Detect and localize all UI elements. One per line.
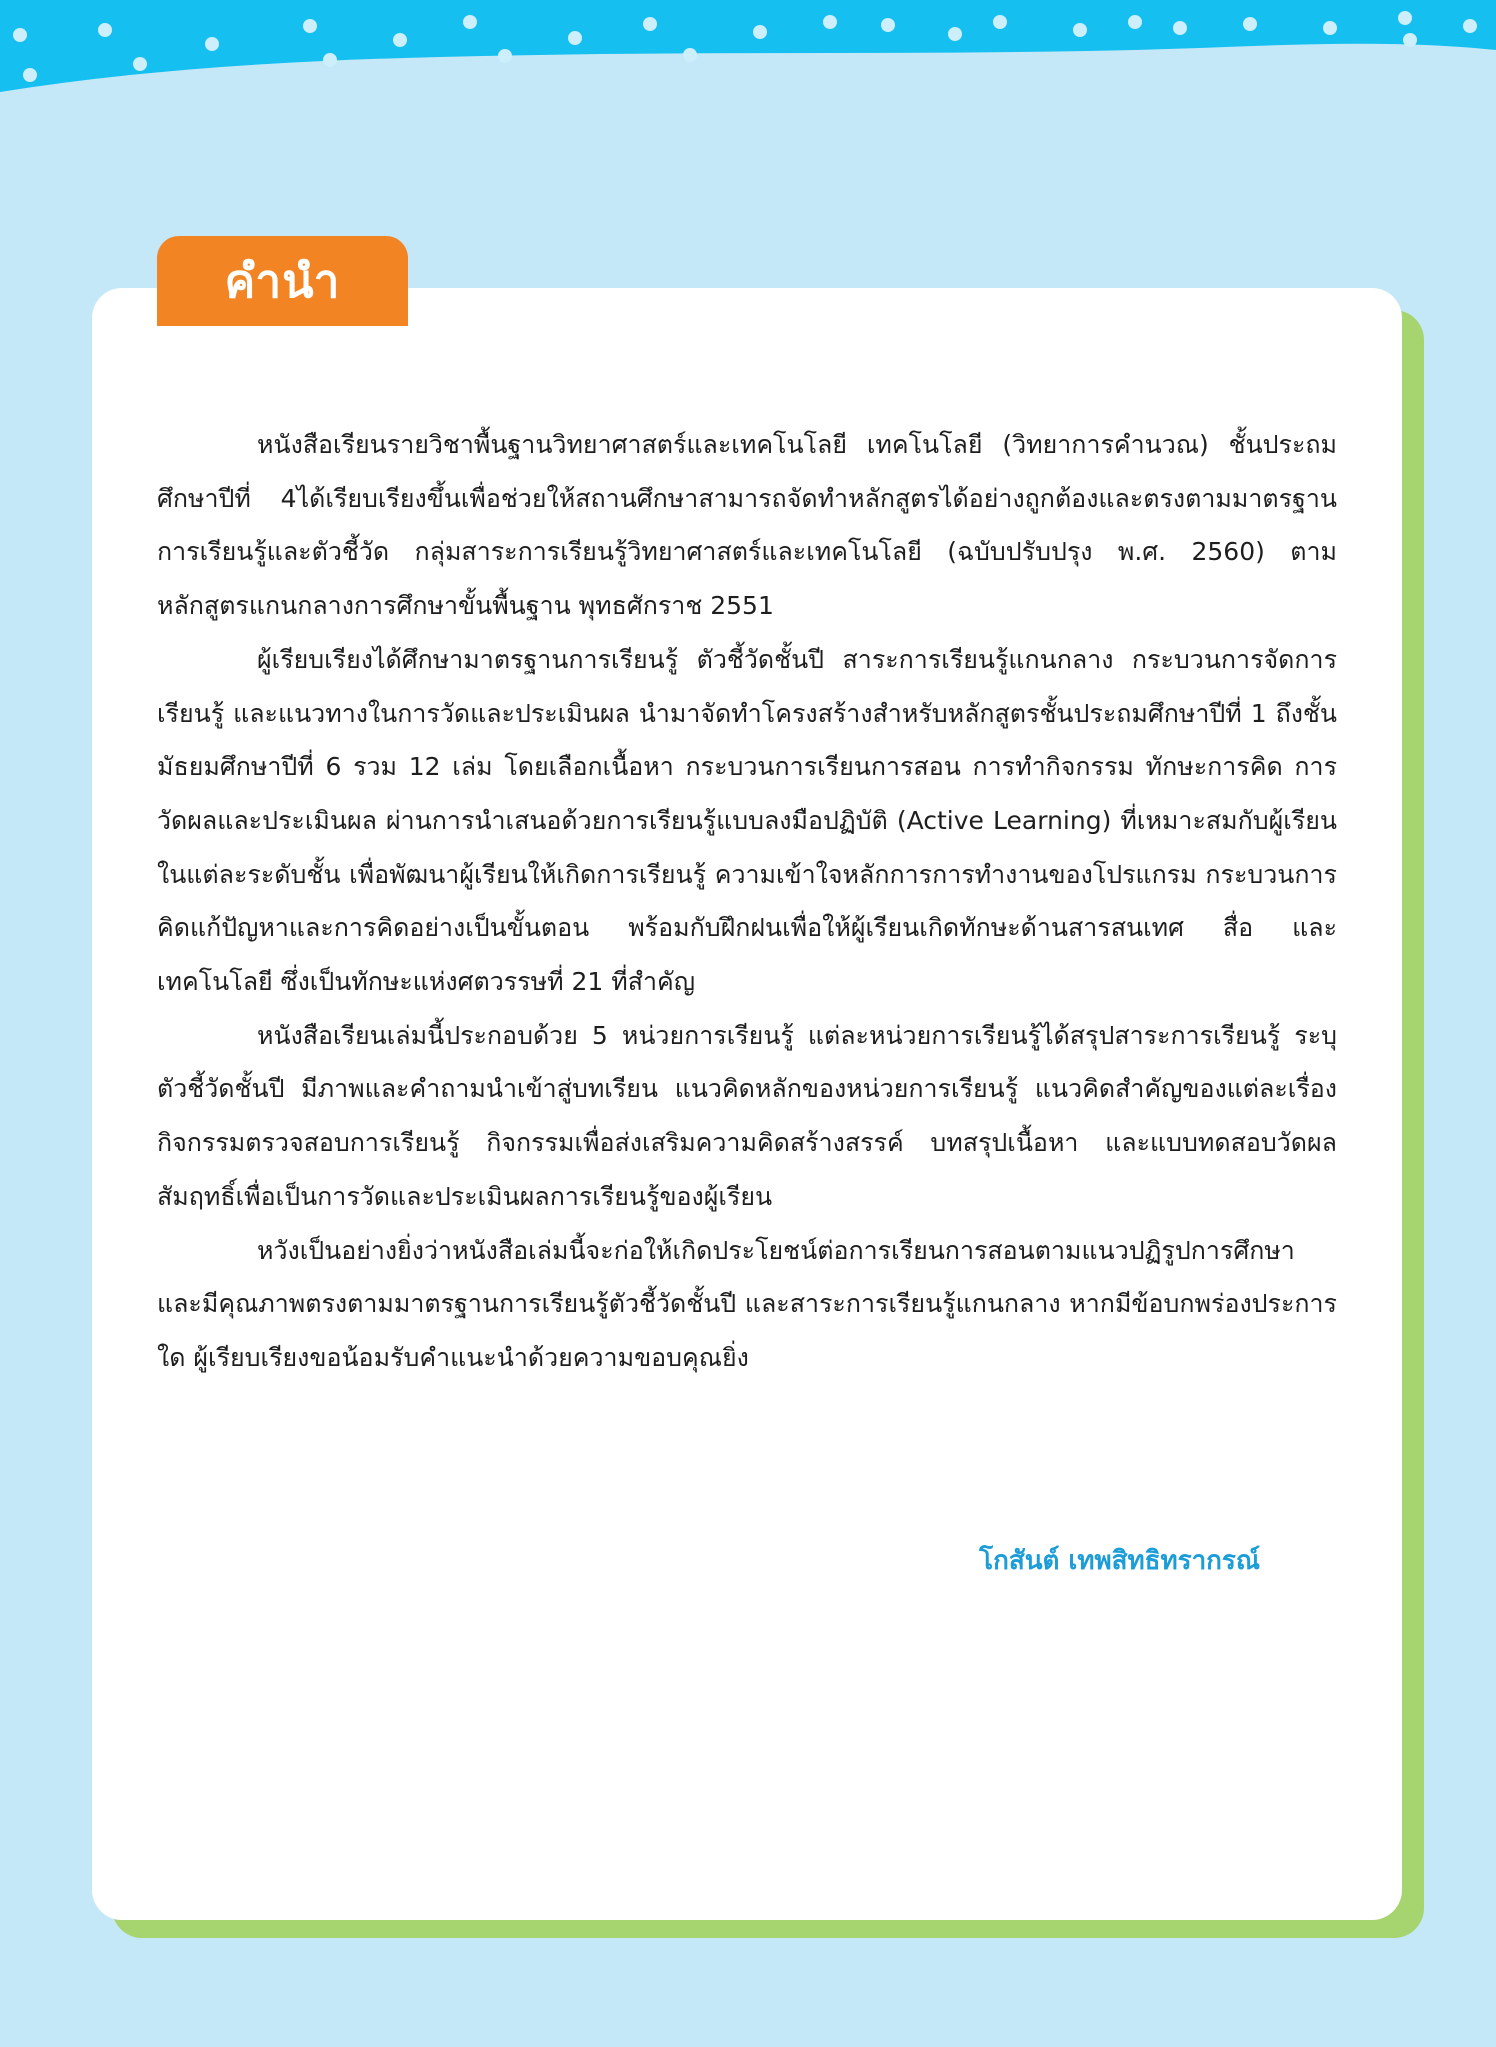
preface-paragraph-2: ผู้เรียบเรียงได้ศึกษามาตรฐานการเรียนรู้ ตัวชี้วัดชั้นปี สาระการเรียนรู้แกนกลาง กระบวนการจัดการเรียนรู้ และแนวทางในการวัดและประเมินผล นำมาจัดทำโครงสร้างสำหรับหลักสูตรชั้นประถมศึกษาปีที่ 1 ถึงชั้นมัธยมศึกษาปีที่ 6 รวม 12 เล่ม โดยเลือกเนื้อหา กระบวนการเรียนการสอน การทำกิจกรรม ทักษะการคิด การวัดผลและประเมินผล ผ่านการนำเสนอด้วยการเรียนรู้แบบลงมือปฏิบัติ (Active Learning) ที่เหมาะสมกับผู้เรียนในแต่ละระดับชั้น เพื่อพัฒนาผู้เรียนให้เกิดการเรียนรู้ ความเข้าใจหลักการการทำงานของโปรแกรม กระบวนการคิดแก้ปัญหาและการคิดอย่างเป็นขั้นตอน พร้อมกับฝึกฝนเพื่อให้ผู้เรียนเกิดทักษะด้านสารสนเทศ สื่อ และเทคโนโลยี ซึ่งเป็นทักษะแห่งศตวรรษที่ 21 ที่สำคัญ xyxy=(157,644,1337,997)
preface-paragraph-3: หนังสือเรียนเล่มนี้ประกอบด้วย 5 หน่วยการเรียนรู้ แต่ละหน่วยการเรียนรู้ได้สรุปสาระการเรียนรู้ ระบุตัวชี้วัดชั้นปี มีภาพและคำถามนำเข้าสู่บทเรียน แนวคิดหลักของหน่วยการเรียนรู้ แนวคิดสำคัญของแต่ละเรื่อง กิจกรรมตรวจสอบการเรียนรู้ กิจกรรมเพื่อส่งเสริมความคิดสร้างสรรค์ บทสรุปเนื้อหา และแบบทดสอบวัดผลสัมฤทธิ์เพื่อเป็นการวัดและประเมินผลการเรียนรู้ของผู้เรียน xyxy=(157,1020,1337,1211)
top-wave-banner xyxy=(0,0,1496,110)
preface-body xyxy=(157,418,1337,1385)
wave-shape xyxy=(0,0,1496,92)
page-title: คำนำ xyxy=(157,236,408,326)
preface-paragraph-4: หวังเป็นอย่างยิ่งว่าหนังสือเล่มนี้จะก่อให้เกิดประโยชน์ต่อการเรียนการสอนตามแนวปฏิรูปการศึกษา และมีคุณภาพตรงตามมาตรฐานการเรียนรู้ตัวชี้วัดชั้นปี และสาระการเรียนรู้แกนกลาง หากมีข้อบกพร่องประการใด ผู้เรียบเรียงขอน้อมรับคำแนะนำด้วยความขอบคุณยิ่ง xyxy=(157,1235,1337,1372)
author-signature: โกสันต์ เทพสิทธิทรากรณ์ xyxy=(979,1546,1260,1576)
preface-paragraph-1: หนังสือเรียนรายวิชาพื้นฐานวิทยาศาสตร์และเทคโนโลยี เทคโนโลยี (วิทยาการคำนวณ) ชั้นประถมศึกษาปีที่ 4ได้เรียบเรียงขึ้นเพื่อช่วยให้สถานศึกษาสามารถจัดทำหลักสูตรได้อย่างถูกต้องและตรงตามมาตรฐานการเรียนรู้และตัวชี้วัด กลุ่มสาระการเรียนรู้วิทยาศาสตร์และเทคโนโลยี (ฉบับปรับปรุง พ.ศ. 2560) ตามหลักสูตรแกนกลางการศึกษาขั้นพื้นฐาน พุทธศักราช 2551 xyxy=(157,430,1337,621)
